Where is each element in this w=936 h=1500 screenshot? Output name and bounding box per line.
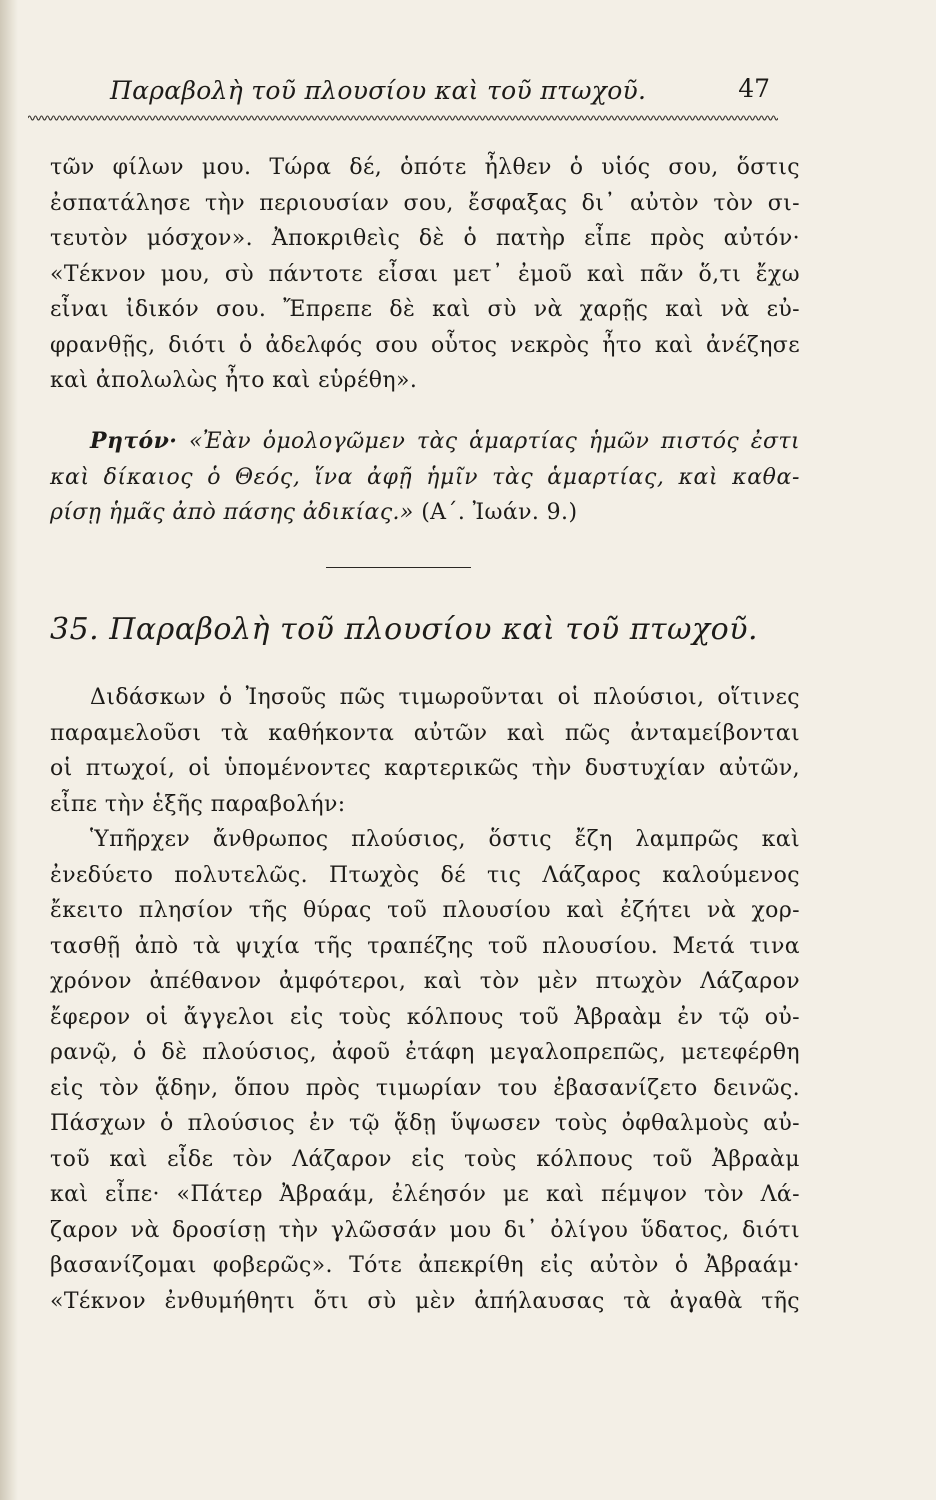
text-line: καὶ εἶπε· «Πάτερ Ἀβραάμ, ἐλέησόν με καὶ πέμψον τὸν Λά- [50, 1182, 800, 1207]
text-line: Διδάσκων ὁ Ἰησοῦς πῶς τιμωροῦνται οἱ πλούσιοι, οἵτινες [90, 685, 800, 710]
text-line: παραμελοῦσι τὰ καθήκοντα αὐτῶν καὶ πῶς ἀνταμείβονται [50, 720, 800, 746]
text-line: ἔφερον οἱ ἄγγελοι εἰς τοὺς κόλπους τοῦ Ἀβραὰμ ἐν τῷ οὐ- [50, 1004, 800, 1030]
quote-line-2: καὶ δίκαιος ὁ Θεός, ἵνα ἀφῇ ἡμῖν τὰς ἁμαρτίας, καὶ καθα- [50, 464, 800, 490]
text-line: ἔκειτο πλησίον τῆς θύρας τοῦ πλουσίου καὶ ἐζήτει νὰ χορ- [50, 898, 800, 923]
text-line: τῶν φίλων μου. Τώρα δέ, ὁπότε ἦλθεν ὁ υἱός σου, ὅστις [50, 155, 800, 180]
text-line: Πάσχων ὁ πλούσιος ἐν τῷ ᾅδῃ ὕψωσεν τοὺς ὀφθαλμοὺς αὐ- [50, 1111, 800, 1136]
text-line: «Τέκνον μου, σὺ πάντοτε εἶσαι μετ᾽ ἐμοῦ καὶ πᾶν ὅ,τι ἔχω [50, 261, 800, 287]
top-paragraph [50, 150, 800, 399]
quote-line-1 [50, 424, 800, 460]
text-line: τοῦ καὶ εἶδε τὸν Λάζαρον εἰς τοὺς κόλπους τοῦ Ἀβραὰμ [50, 1146, 800, 1172]
text-line: ἐσπατάλησε τὴν περιουσίαν σου, ἔσφαξας δι᾽ αὐτὸν τὸν σι- [50, 190, 800, 216]
story-paragraph [50, 822, 800, 1319]
page-edge-shadow [0, 0, 18, 1500]
text-line: «Τέκνον ἐνθυμήθητι ὅτι σὺ μὲν ἀπήλαυσας τὰ ἀγαθὰ τῆς [50, 1288, 800, 1314]
text-line: βασανίζομαι φοβερῶς». Τότε ἀπεκρίθη εἰς αὐτὸν ὁ Ἀβραάμ· [50, 1253, 800, 1278]
intro-paragraph [50, 680, 800, 822]
text-line: ζαρον νὰ δροσίσῃ τὴν γλῶσσάν μου δι᾽ ὀλίγου ὕδατος, διότι [50, 1217, 800, 1243]
quote-line-3 [50, 495, 800, 531]
page-number: 47 [738, 74, 770, 103]
text-line: τευτὸν μόσχον». Ἀποκριθεὶς δὲ ὁ πατὴρ εἶπε πρὸς αὐτόν· [50, 226, 800, 251]
text-line: φρανθῇς, διότι ὁ ἀδελφός σου οὗτος νεκρὸς ἦτο καὶ ἀνέζησε [50, 332, 800, 358]
wavy-rule-divider [28, 112, 778, 124]
quote-block [50, 424, 800, 531]
running-header [110, 72, 770, 112]
text-line: ρανῷ, ὁ δὲ πλούσιος, ἀφοῦ ἐτάφη μεγαλοπρεπῶς, μετεφέρθη [50, 1040, 800, 1065]
text-line: εἶπε τὴν ἑξῆς παραβολήν: [50, 791, 346, 817]
section-number: 35. [50, 612, 100, 647]
text-line: χρόνον ἀπέθανον ἀμφότεροι, καὶ τὸν μὲν πτωχὸν Λάζαρον [50, 969, 800, 994]
quote-reference: (Α΄. Ἰωάν. 9.) [413, 500, 578, 525]
section-heading [50, 612, 810, 658]
text-line: τασθῇ ἀπὸ τὰ ψιχία τῆς τραπέζης τοῦ πλουσίου. Μετά τινα [50, 933, 800, 959]
quote-lead: Ρητόν· [90, 428, 178, 454]
running-title: Παραβολὴ τοῦ πλουσίου καὶ τοῦ πτωχοῦ. [110, 76, 647, 105]
text-line: οἱ πτωχοί, οἱ ὑπομένοντες καρτερικῶς τὴν δυστυχίαν αὐτῶν, [50, 756, 800, 781]
text-line: εἶναι ἰδικόν σου. Ἔπρεπε δὲ καὶ σὺ νὰ χαρῇς καὶ νὰ εὐ- [50, 297, 800, 322]
text-line: εἰς τὸν ᾅδην, ὅπου πρὸς τιμωρίαν του ἐβασανίζετο δεινῶς. [50, 1075, 800, 1101]
text-line: Ὑπῆρχεν ἄνθρωπος πλούσιος, ὅστις ἔζη λαμπρῶς καὶ [90, 827, 800, 852]
text-line: ἐνεδύετο πολυτελῶς. Πτωχὸς δέ τις Λάζαρος καλούμενος [50, 862, 800, 888]
quote-text: ρίσῃ ἡμᾶς ἀπὸ πάσης ἀδικίας.» [50, 500, 414, 525]
section-title: Παραβολὴ τοῦ πλουσίου καὶ τοῦ πτωχοῦ. [109, 612, 758, 647]
quote-text: «Ἐὰν ὁμολογῶμεν τὰς ἁμαρτίας ἡμῶν πιστός ἐστι [177, 429, 800, 454]
text-line: καὶ ἀπολωλὼς ἦτο καὶ εὑρέθη». [50, 368, 418, 393]
section-divider [326, 567, 471, 568]
